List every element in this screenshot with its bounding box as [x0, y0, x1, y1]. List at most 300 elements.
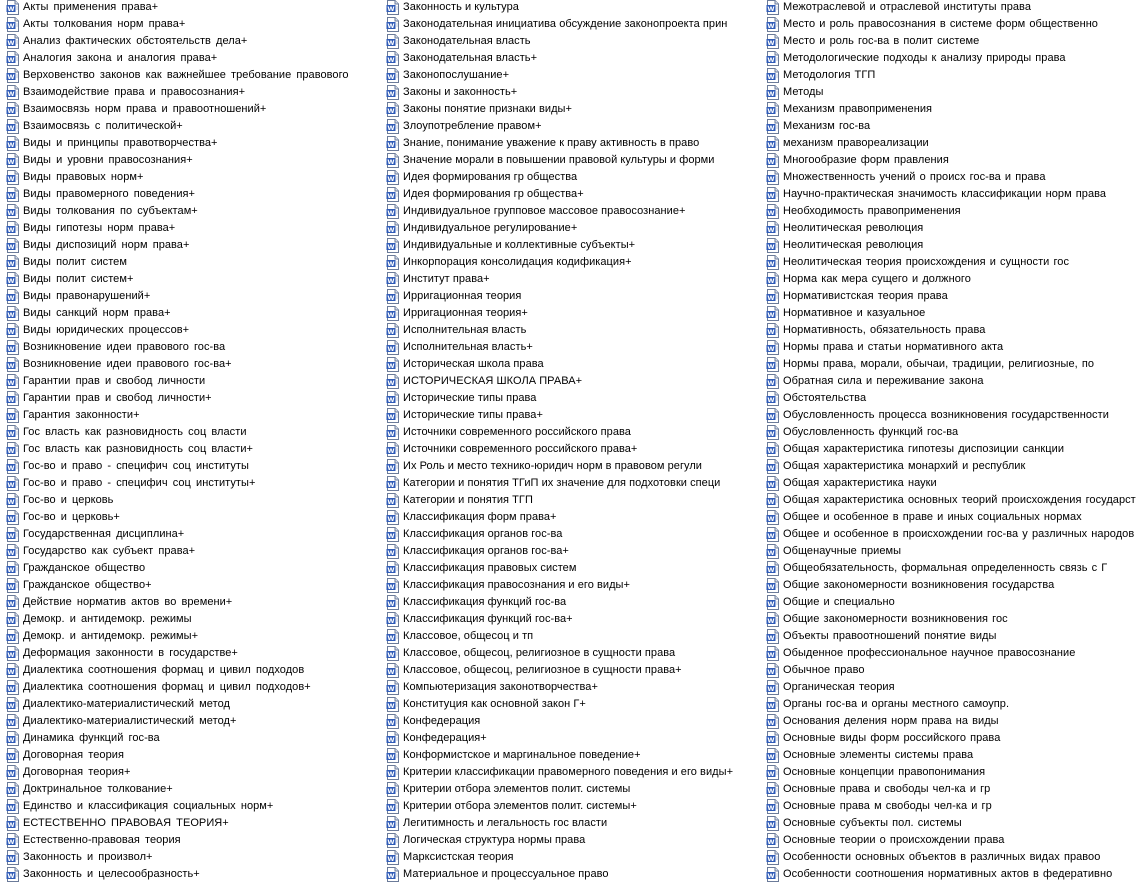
- file-name: Диалектика соотношения формац и цивил подходов: [23, 664, 305, 676]
- word-document-icon: [386, 561, 400, 576]
- file-item[interactable]: [6, 594, 384, 611]
- file-item[interactable]: [386, 84, 764, 101]
- file-item[interactable]: [6, 101, 384, 118]
- file-item[interactable]: [6, 628, 384, 645]
- file-item[interactable]: [766, 611, 1144, 628]
- file-name: Гос-во и право - специфич соц институты: [23, 460, 249, 472]
- word-document-icon: [386, 731, 400, 746]
- file-item[interactable]: [766, 0, 1144, 16]
- word-document-icon: [766, 119, 780, 134]
- file-item[interactable]: [6, 662, 384, 679]
- svg-text:W: W: [7, 837, 15, 846]
- svg-text:W: W: [767, 548, 775, 557]
- file-item[interactable]: [766, 730, 1144, 747]
- word-document-icon: [766, 34, 780, 49]
- file-name: Место и роль гос-ва в полит системе: [783, 35, 980, 47]
- file-name: Основные права и свободы чел-ка и гр: [783, 783, 991, 795]
- svg-text:W: W: [7, 4, 15, 13]
- svg-text:W: W: [387, 718, 395, 727]
- svg-text:W: W: [767, 735, 775, 744]
- svg-text:W: W: [7, 820, 15, 829]
- file-name: Гражданское общество: [23, 562, 146, 574]
- file-name: Законность и культура: [403, 1, 519, 13]
- file-item[interactable]: [386, 713, 764, 730]
- file-item[interactable]: [386, 645, 764, 662]
- file-item[interactable]: [766, 798, 1144, 815]
- svg-text:W: W: [387, 786, 395, 795]
- file-item[interactable]: [6, 305, 384, 322]
- file-item[interactable]: [386, 560, 764, 577]
- file-item[interactable]: [766, 458, 1144, 475]
- file-item[interactable]: [6, 424, 384, 441]
- svg-text:W: W: [387, 514, 395, 523]
- svg-text:W: W: [7, 140, 15, 149]
- file-name: Договорная теория+: [23, 766, 131, 778]
- file-item[interactable]: [6, 764, 384, 781]
- file-name: Нормативистская теория права: [783, 290, 948, 302]
- word-document-icon: [6, 136, 20, 151]
- file-item[interactable]: [386, 373, 764, 390]
- file-item[interactable]: [386, 101, 764, 118]
- svg-text:W: W: [387, 633, 395, 642]
- file-item[interactable]: [766, 373, 1144, 390]
- file-item[interactable]: [766, 67, 1144, 84]
- file-item[interactable]: [386, 220, 764, 237]
- file-item[interactable]: [6, 152, 384, 169]
- file-name: ИСТОРИЧЕСКАЯ ШКОЛА ПРАВА+: [403, 375, 583, 387]
- file-item[interactable]: [386, 832, 764, 849]
- word-document-icon: [6, 34, 20, 49]
- word-document-icon: [6, 731, 20, 746]
- file-item[interactable]: [386, 747, 764, 764]
- file-item[interactable]: [386, 271, 764, 288]
- file-item[interactable]: [386, 305, 764, 322]
- word-document-icon: [6, 391, 20, 406]
- file-item[interactable]: [386, 186, 764, 203]
- word-document-icon: [766, 408, 780, 423]
- svg-text:W: W: [387, 344, 395, 353]
- word-document-icon: [766, 221, 780, 236]
- file-name: Договорная теория: [23, 749, 124, 761]
- file-name: Обусловленность процесса возникновения государственности: [783, 409, 1109, 421]
- file-item[interactable]: [6, 492, 384, 509]
- file-name: Законность и целесообразность+: [23, 868, 200, 880]
- file-item[interactable]: [6, 475, 384, 492]
- file-item[interactable]: [766, 169, 1144, 186]
- file-item[interactable]: [766, 407, 1144, 424]
- word-document-icon: [6, 493, 20, 508]
- file-item[interactable]: [386, 628, 764, 645]
- file-name: Государственная дисциплина+: [23, 528, 185, 540]
- word-document-icon: [6, 544, 20, 559]
- file-name: Государство как субъект права+: [23, 545, 196, 557]
- file-item[interactable]: [386, 509, 764, 526]
- svg-text:W: W: [7, 684, 15, 693]
- file-item[interactable]: [766, 866, 1144, 883]
- file-item[interactable]: [6, 373, 384, 390]
- svg-text:W: W: [387, 208, 395, 217]
- svg-text:W: W: [767, 633, 775, 642]
- word-document-icon: [6, 374, 20, 389]
- file-item[interactable]: [386, 458, 764, 475]
- file-item[interactable]: [6, 169, 384, 186]
- word-document-icon: [766, 51, 780, 66]
- file-item[interactable]: [766, 815, 1144, 832]
- file-item[interactable]: [6, 866, 384, 883]
- file-item[interactable]: [766, 849, 1144, 866]
- file-item[interactable]: [386, 152, 764, 169]
- svg-text:W: W: [767, 412, 775, 421]
- word-document-icon: [6, 765, 20, 780]
- svg-text:W: W: [387, 157, 395, 166]
- svg-text:W: W: [767, 4, 775, 13]
- svg-text:W: W: [767, 378, 775, 387]
- file-item[interactable]: [766, 33, 1144, 50]
- file-item[interactable]: [6, 458, 384, 475]
- file-item[interactable]: [766, 339, 1144, 356]
- file-name: Диалектика соотношения формац и цивил подходов+: [23, 681, 311, 693]
- file-item[interactable]: [6, 237, 384, 254]
- file-item[interactable]: [386, 254, 764, 271]
- file-name: Деформация законности в государстве+: [23, 647, 238, 659]
- file-name: Нормы права и статьи нормативного акта: [783, 341, 1004, 353]
- file-item[interactable]: [6, 16, 384, 33]
- word-document-icon: [386, 646, 400, 661]
- file-item[interactable]: [766, 526, 1144, 543]
- file-item[interactable]: [766, 781, 1144, 798]
- file-name: Классификация правосознания и его виды+: [403, 579, 630, 591]
- file-item[interactable]: [766, 679, 1144, 696]
- file-item[interactable]: [766, 356, 1144, 373]
- file-item[interactable]: [6, 747, 384, 764]
- word-document-icon: [386, 459, 400, 474]
- file-item[interactable]: [386, 526, 764, 543]
- svg-text:W: W: [387, 582, 395, 591]
- word-document-icon: [386, 748, 400, 763]
- file-name: Общая характеристика гипотезы диспозиции санкции: [783, 443, 1065, 455]
- file-item[interactable]: [6, 84, 384, 101]
- word-document-icon: [6, 833, 20, 848]
- svg-text:W: W: [7, 871, 15, 880]
- svg-text:W: W: [7, 480, 15, 489]
- file-item[interactable]: [386, 866, 764, 883]
- file-item[interactable]: [386, 662, 764, 679]
- word-document-icon: [6, 272, 20, 287]
- word-document-icon: [386, 442, 400, 457]
- file-item[interactable]: [386, 730, 764, 747]
- svg-text:W: W: [7, 21, 15, 30]
- file-item[interactable]: [6, 288, 384, 305]
- file-item[interactable]: [386, 67, 764, 84]
- file-name: Виды правонарушений+: [23, 290, 151, 302]
- file-column-3: [766, 0, 1144, 883]
- file-item[interactable]: [386, 135, 764, 152]
- file-name: Классификация правовых систем: [403, 562, 577, 574]
- word-document-icon: [386, 136, 400, 151]
- file-item[interactable]: [766, 186, 1144, 203]
- file-item[interactable]: [766, 288, 1144, 305]
- svg-text:W: W: [767, 259, 775, 268]
- word-document-icon: [766, 306, 780, 321]
- file-item[interactable]: [386, 33, 764, 50]
- file-name: Место и роль правосознания в системе форм общественно: [783, 18, 1098, 30]
- word-document-icon: [386, 578, 400, 593]
- word-document-icon: [6, 867, 20, 882]
- file-name: Общая характеристика основных теорий происхождения государст: [783, 494, 1136, 506]
- file-name: Акты применения права+: [23, 1, 159, 13]
- file-item[interactable]: [6, 611, 384, 628]
- file-item[interactable]: [6, 254, 384, 271]
- file-item[interactable]: [6, 713, 384, 730]
- file-item[interactable]: [6, 186, 384, 203]
- svg-text:W: W: [7, 259, 15, 268]
- svg-text:W: W: [767, 106, 775, 115]
- word-document-icon: [766, 425, 780, 440]
- svg-text:W: W: [767, 820, 775, 829]
- svg-text:W: W: [7, 55, 15, 64]
- file-item[interactable]: [766, 645, 1144, 662]
- file-item[interactable]: [386, 543, 764, 560]
- file-name: Механизм правоприменения: [783, 103, 933, 115]
- file-item[interactable]: [6, 441, 384, 458]
- file-item[interactable]: [386, 169, 764, 186]
- file-item[interactable]: [766, 509, 1144, 526]
- file-item[interactable]: [6, 339, 384, 356]
- svg-text:W: W: [767, 293, 775, 302]
- file-item[interactable]: [766, 16, 1144, 33]
- file-name: Демокр. и антидемокр. режимы+: [23, 630, 199, 642]
- svg-text:W: W: [387, 4, 395, 13]
- file-item[interactable]: [386, 424, 764, 441]
- file-item[interactable]: [6, 798, 384, 815]
- file-item[interactable]: [6, 509, 384, 526]
- file-item[interactable]: [6, 696, 384, 713]
- file-item[interactable]: [766, 101, 1144, 118]
- word-document-icon: [386, 85, 400, 100]
- svg-text:W: W: [387, 412, 395, 421]
- file-item[interactable]: [766, 152, 1144, 169]
- file-item[interactable]: [386, 390, 764, 407]
- svg-text:W: W: [387, 259, 395, 268]
- file-item[interactable]: [6, 849, 384, 866]
- svg-text:W: W: [7, 803, 15, 812]
- file-item[interactable]: [386, 339, 764, 356]
- svg-text:W: W: [387, 871, 395, 880]
- file-item[interactable]: [386, 594, 764, 611]
- word-document-icon: [386, 0, 400, 15]
- file-name: Общая характеристика науки: [783, 477, 937, 489]
- file-item[interactable]: [766, 118, 1144, 135]
- file-item[interactable]: [386, 441, 764, 458]
- svg-text:W: W: [7, 497, 15, 506]
- svg-text:W: W: [767, 854, 775, 863]
- file-item[interactable]: [6, 203, 384, 220]
- file-item[interactable]: [6, 407, 384, 424]
- file-item[interactable]: [6, 67, 384, 84]
- file-item[interactable]: [766, 220, 1144, 237]
- file-item[interactable]: [386, 356, 764, 373]
- file-item[interactable]: [386, 237, 764, 254]
- file-item[interactable]: [6, 730, 384, 747]
- svg-text:W: W: [387, 225, 395, 234]
- file-item[interactable]: [386, 288, 764, 305]
- file-item[interactable]: [766, 560, 1144, 577]
- file-item[interactable]: [766, 747, 1144, 764]
- file-name: Виды диспозиций норм права+: [23, 239, 190, 251]
- file-item[interactable]: [386, 492, 764, 509]
- file-item[interactable]: [386, 407, 764, 424]
- file-item[interactable]: [6, 118, 384, 135]
- file-item[interactable]: [766, 135, 1144, 152]
- file-name: Историческая школа права: [403, 358, 544, 370]
- file-name: Виды и принципы правотворчества+: [23, 137, 218, 149]
- file-item[interactable]: [386, 118, 764, 135]
- svg-text:W: W: [7, 735, 15, 744]
- svg-text:W: W: [767, 718, 775, 727]
- file-item[interactable]: [766, 271, 1144, 288]
- file-item[interactable]: [766, 424, 1144, 441]
- file-item[interactable]: [386, 849, 764, 866]
- word-document-icon: [6, 204, 20, 219]
- svg-text:W: W: [387, 803, 395, 812]
- word-document-icon: [6, 629, 20, 644]
- word-document-icon: [6, 170, 20, 185]
- file-item[interactable]: [766, 543, 1144, 560]
- file-column-1: [6, 0, 384, 883]
- file-item[interactable]: [386, 764, 764, 781]
- svg-text:W: W: [387, 735, 395, 744]
- word-document-icon: [386, 306, 400, 321]
- file-item[interactable]: [766, 254, 1144, 271]
- svg-text:W: W: [767, 701, 775, 710]
- file-item[interactable]: [6, 645, 384, 662]
- word-document-icon: [766, 187, 780, 202]
- file-item[interactable]: [386, 0, 764, 16]
- word-document-icon: [386, 799, 400, 814]
- file-name: Классификация органов гос-ва+: [403, 545, 569, 557]
- word-document-icon: [6, 153, 20, 168]
- word-document-icon: [6, 561, 20, 576]
- file-item[interactable]: [386, 815, 764, 832]
- file-item[interactable]: [766, 50, 1144, 67]
- file-column-2: [386, 0, 764, 883]
- file-name: Нормативное и казуальное: [783, 307, 926, 319]
- file-item[interactable]: [766, 322, 1144, 339]
- word-document-icon: [386, 221, 400, 236]
- file-item[interactable]: [386, 16, 764, 33]
- word-document-icon: [766, 272, 780, 287]
- file-name: Законопослушание+: [403, 69, 510, 81]
- word-document-icon: [386, 255, 400, 270]
- svg-text:W: W: [387, 667, 395, 676]
- file-item[interactable]: [766, 84, 1144, 101]
- file-item[interactable]: [6, 577, 384, 594]
- file-item[interactable]: [6, 832, 384, 849]
- file-item[interactable]: [766, 305, 1144, 322]
- word-document-icon: [6, 102, 20, 117]
- word-document-icon: [766, 595, 780, 610]
- file-item[interactable]: [6, 135, 384, 152]
- file-item[interactable]: [6, 33, 384, 50]
- file-name: Законы понятие признаки виды+: [403, 103, 572, 115]
- svg-text:W: W: [7, 293, 15, 302]
- file-item[interactable]: [6, 271, 384, 288]
- file-item[interactable]: [6, 815, 384, 832]
- file-item[interactable]: [386, 798, 764, 815]
- file-item[interactable]: [6, 50, 384, 67]
- file-item[interactable]: [766, 662, 1144, 679]
- file-item[interactable]: [766, 203, 1144, 220]
- file-item[interactable]: [6, 543, 384, 560]
- word-document-icon: [6, 816, 20, 831]
- word-document-icon: [386, 782, 400, 797]
- svg-text:W: W: [7, 174, 15, 183]
- file-item[interactable]: [766, 577, 1144, 594]
- file-item[interactable]: [6, 679, 384, 696]
- file-item[interactable]: [386, 696, 764, 713]
- file-item[interactable]: [766, 390, 1144, 407]
- file-item[interactable]: [766, 764, 1144, 781]
- file-item[interactable]: [766, 713, 1144, 730]
- svg-text:W: W: [7, 718, 15, 727]
- word-document-icon: [766, 731, 780, 746]
- file-item[interactable]: [386, 679, 764, 696]
- file-item[interactable]: [386, 577, 764, 594]
- file-item[interactable]: [766, 475, 1144, 492]
- svg-text:W: W: [7, 650, 15, 659]
- file-item[interactable]: [386, 203, 764, 220]
- file-item[interactable]: [6, 220, 384, 237]
- file-item[interactable]: [766, 237, 1144, 254]
- file-item[interactable]: [6, 0, 384, 16]
- file-item[interactable]: [766, 628, 1144, 645]
- file-name: механизм правореализации: [783, 137, 929, 149]
- file-item[interactable]: [6, 390, 384, 407]
- file-item[interactable]: [766, 696, 1144, 713]
- svg-text:W: W: [387, 497, 395, 506]
- file-item[interactable]: [386, 322, 764, 339]
- svg-text:W: W: [387, 293, 395, 302]
- file-name: Марксистская теория: [403, 851, 514, 863]
- file-item[interactable]: [766, 832, 1144, 849]
- file-item[interactable]: [6, 526, 384, 543]
- file-item[interactable]: [386, 611, 764, 628]
- file-item[interactable]: [6, 356, 384, 373]
- file-name: Общее и особенное в праве и иных социальных нормах: [783, 511, 1082, 523]
- svg-text:W: W: [767, 616, 775, 625]
- svg-text:W: W: [767, 395, 775, 404]
- word-document-icon: [386, 714, 400, 729]
- svg-text:W: W: [767, 514, 775, 523]
- word-document-icon: [766, 697, 780, 712]
- file-item[interactable]: [386, 781, 764, 798]
- svg-text:W: W: [767, 429, 775, 438]
- file-item[interactable]: [6, 322, 384, 339]
- file-item[interactable]: [6, 560, 384, 577]
- svg-text:W: W: [387, 616, 395, 625]
- file-item[interactable]: [766, 492, 1144, 509]
- file-item[interactable]: [766, 594, 1144, 611]
- file-name: Компьютеризация законотворчества+: [403, 681, 598, 693]
- file-item[interactable]: [766, 441, 1144, 458]
- file-name: Индивидуальные и коллективные субъекты+: [403, 239, 636, 251]
- file-item[interactable]: [386, 475, 764, 492]
- svg-text:W: W: [767, 463, 775, 472]
- file-item[interactable]: [386, 50, 764, 67]
- svg-text:W: W: [767, 497, 775, 506]
- file-item[interactable]: [6, 781, 384, 798]
- word-document-icon: [766, 289, 780, 304]
